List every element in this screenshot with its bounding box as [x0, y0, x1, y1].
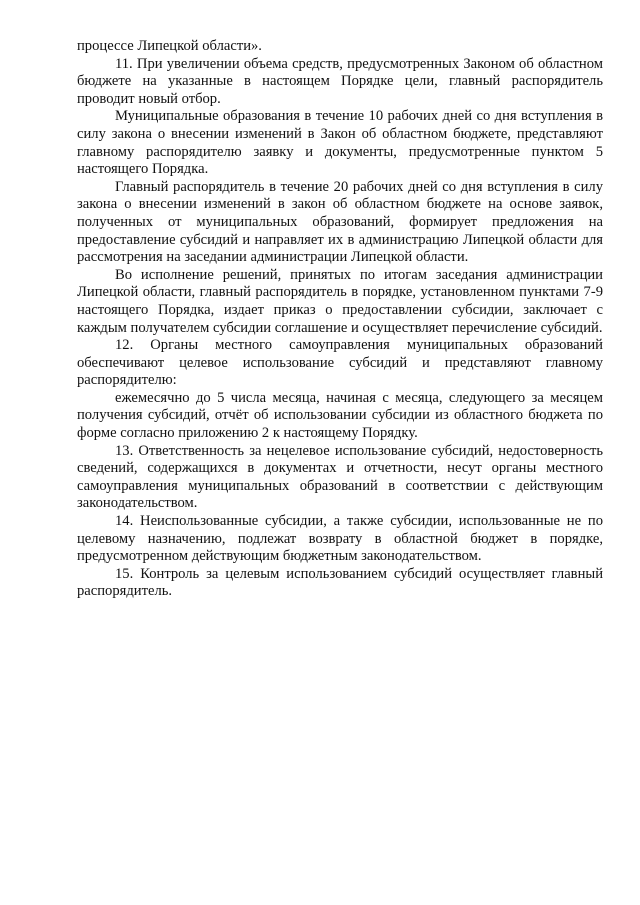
- paragraph-item-12: 12. Органы местного самоуправления муниципальных образований обеспечивают целевое использование субсидий и представляют главному распорядителю:: [77, 337, 603, 389]
- paragraph-item-14: 14. Неиспользованные субсидии, а также субсидии, использованные не по целевому назначению, подлежат возврату в областной бюджет в порядке, предусмотренном действующим бюджетным законодательством.: [77, 513, 603, 565]
- paragraph-item-15: 15. Контроль за целевым использованием субсидий осуществляет главный распорядитель.: [77, 565, 603, 600]
- paragraph-subsidy-order: Во исполнение решений, принятых по итогам заседания администрации Липецкой области, главный распорядитель в порядке, установленном пунктами 7-9 настоящего Порядка, издает приказ о предоставлении субсидии, заключает с каждым получателем субсидии соглашение и осуществляет перечисление субсидий.: [77, 266, 603, 336]
- paragraph-municipal-application: Муниципальные образования в течение 10 рабочих дней со дня вступления в силу закона о внесении изменений в Закон об областном бюджете, представляют главному распорядителю заявку и документы, предусмотренные пунктом 5 настоящего Порядка.: [77, 108, 603, 178]
- paragraph-continuation: процессе Липецкой области».: [77, 38, 262, 54]
- paragraph-main-distributor-proposals: Главный распорядитель в течение 20 рабочих дней со дня вступления в силу закона о внесении изменений в закон об областном бюджете на основе заявок, полученных от муниципальных образований, формирует предложения на предоставление субсидий и направляет их в администрацию Липецкой области для рассмотрения на заседании администрации Липецкой области.: [77, 178, 603, 266]
- paragraph-monthly-report: ежемесячно до 5 числа месяца, начиная с месяца, следующего за месяцем получения субсидий, отчёт об использовании субсидии из областного бюджета по форме согласно приложению 2 к настоящему Порядку.: [77, 389, 603, 442]
- paragraph-item-11: 11. При увеличении объема средств, предусмотренных Законом об областном бюджете на указанные в настоящем Порядке цели, главный распорядитель проводит новый отбор.: [77, 55, 603, 107]
- paragraph-item-13: 13. Ответственность за нецелевое использование субсидий, недостоверность сведений, содержащихся в документах и отчетности, несут органы местного самоуправления муниципальных образований в соответствии с действующим законодательством.: [77, 442, 603, 512]
- document-page: [77, 38, 603, 601]
